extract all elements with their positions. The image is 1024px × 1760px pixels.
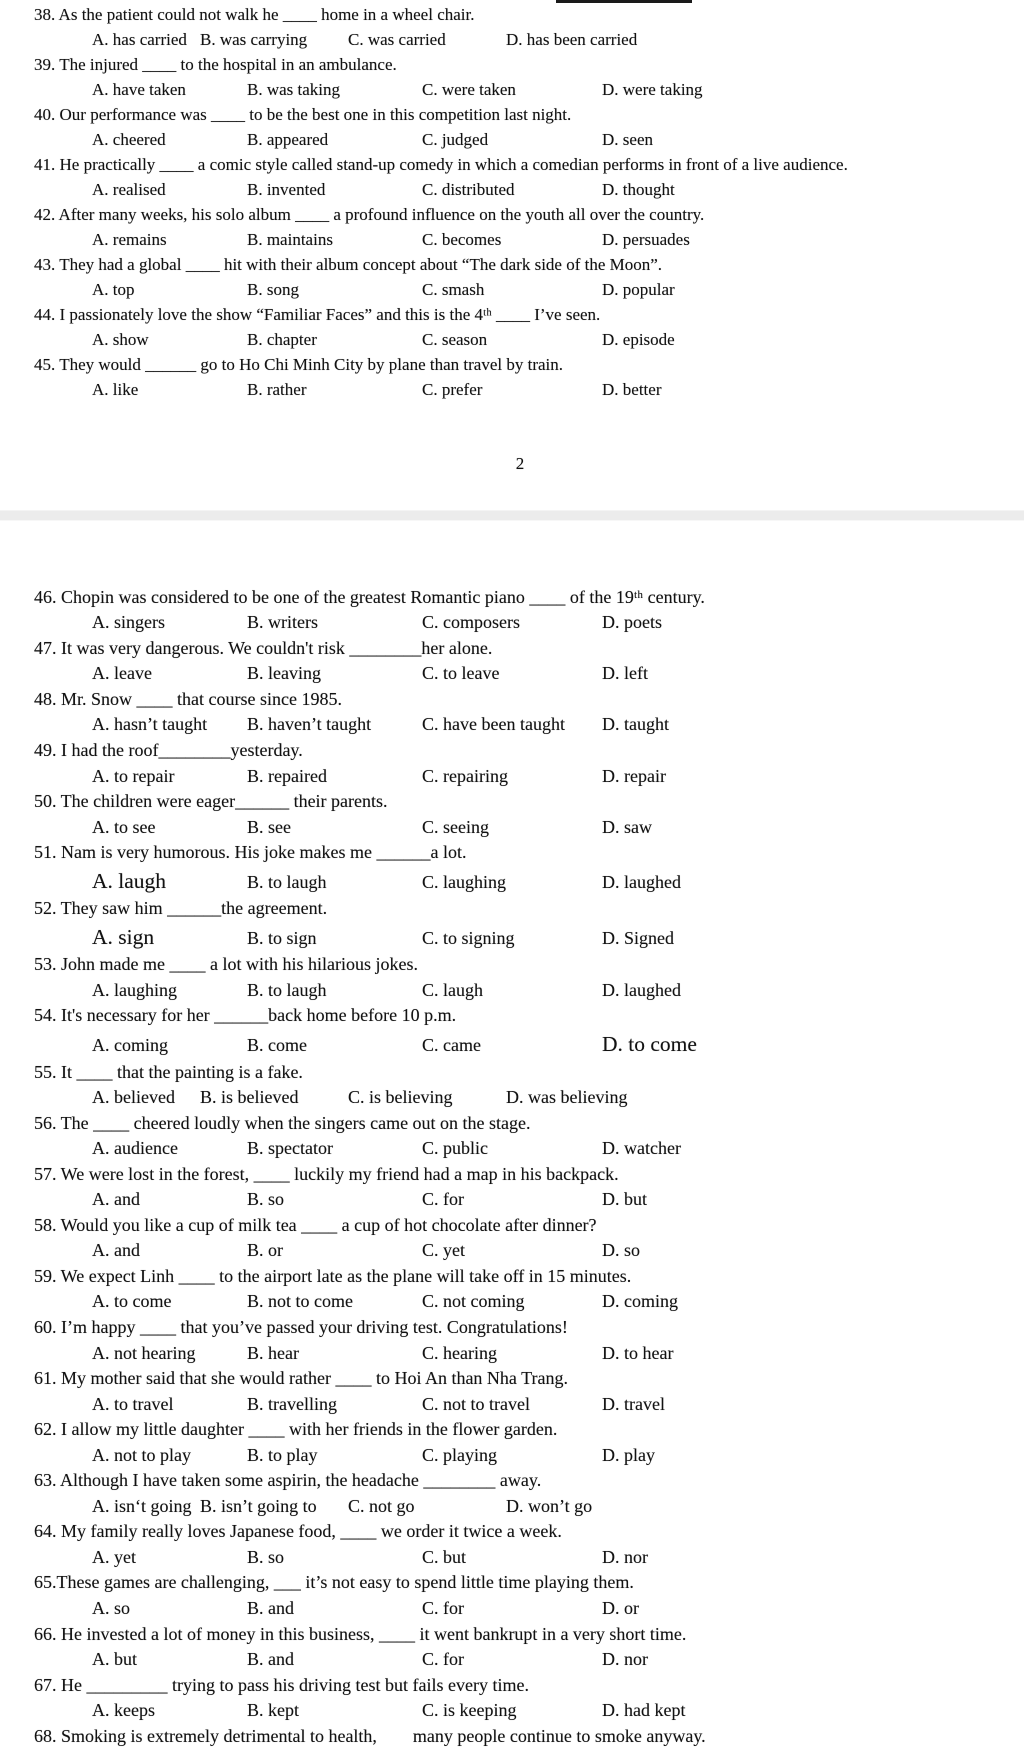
answer-option: C. judged xyxy=(422,129,489,149)
answer-options-row xyxy=(34,1545,1006,1571)
answer-option: D. episode xyxy=(602,329,675,349)
answer-option: C. smash xyxy=(422,279,485,299)
answer-option: C. but xyxy=(422,1546,467,1567)
answer-option: B. leaving xyxy=(247,663,321,684)
question xyxy=(34,896,1006,952)
answer-option: C. not coming xyxy=(422,1291,525,1312)
question-stem: 64. My family really loves Japanese food, ____ we order it twice a week. xyxy=(34,1521,562,1542)
answer-options-row xyxy=(34,764,1006,790)
answer-option: B. travelling xyxy=(247,1393,337,1414)
answer-option: C. for xyxy=(422,1189,464,1210)
answer-option: D. thought xyxy=(602,179,675,199)
answer-option: B. was carrying xyxy=(200,29,308,49)
answer-option: B. come xyxy=(247,1034,307,1055)
question xyxy=(34,1417,1006,1468)
question xyxy=(34,203,1006,253)
answer-option: B. and xyxy=(247,1597,294,1618)
answer-option: C. not go xyxy=(348,1495,415,1516)
question-stem: 43. They had a global ____ hit with their album concept about “The dark side of the Moon”. xyxy=(34,254,663,274)
answer-option: A. believed xyxy=(92,1087,175,1108)
answer-options-row xyxy=(34,1289,1006,1315)
answer-option: D. saw xyxy=(602,816,652,837)
answer-option: A. to come xyxy=(92,1291,172,1312)
answer-option: D. coming xyxy=(602,1291,678,1312)
question-stem: 49. I had the roof________yesterday. xyxy=(34,740,303,761)
answer-option: A. and xyxy=(92,1189,140,1210)
answer-option: A. to travel xyxy=(92,1393,174,1414)
answer-option: A. top xyxy=(92,279,135,299)
answer-option: A. to repair xyxy=(92,765,175,786)
answer-option: B. and xyxy=(247,1649,294,1670)
answer-option: B. hear xyxy=(247,1342,299,1363)
question-stem: 52. They saw him ______the agreement. xyxy=(34,898,328,919)
answer-option: D. persuades xyxy=(602,229,690,249)
question-stem: 65.These games are challenging, ___ it’s not easy to spend little time playing them. xyxy=(34,1572,634,1593)
question-stem: 40. Our performance was ____ to be the best one in this competition last night. xyxy=(34,104,572,124)
answer-option: D. nor xyxy=(602,1649,648,1670)
answer-option: D. won’t go xyxy=(506,1495,593,1516)
answer-option: C. not to travel xyxy=(422,1393,530,1414)
answer-options-row xyxy=(34,28,1006,53)
page-1 xyxy=(0,0,1024,476)
answer-option: D. had kept xyxy=(602,1700,686,1721)
question xyxy=(34,1162,1006,1213)
question-stem: 53. John made me ____ a lot with his hilarious jokes. xyxy=(34,954,418,975)
answer-option: C. laugh xyxy=(422,979,483,1000)
answer-option: A. to see xyxy=(92,816,156,837)
answer-option: D. taught xyxy=(602,714,669,735)
question-stem: 50. The children were eager______ their parents. xyxy=(34,791,388,812)
answer-option: B. to laugh xyxy=(247,871,327,892)
answer-options-row xyxy=(34,1698,1006,1724)
page-1-questions xyxy=(34,3,1006,403)
question-stem: 44. I passionately love the show “Familiar Faces” and this is the 4ᵗʰ ____ I’ve seen. xyxy=(34,304,601,324)
answer-option: B. repaired xyxy=(247,765,327,786)
question xyxy=(34,1111,1006,1162)
answer-options-row xyxy=(34,815,1006,841)
question-stem: 57. We were lost in the forest, ____ luckily my friend had a map in his backpack. xyxy=(34,1163,619,1184)
answer-option: C. public xyxy=(422,1138,488,1159)
question xyxy=(34,789,1006,840)
answer-options-row xyxy=(34,378,1006,403)
answer-options-row xyxy=(34,128,1006,153)
answer-option: D. popular xyxy=(602,279,675,299)
answer-options-row xyxy=(34,1238,1006,1264)
question-stem: 42. After many weeks, his solo album ____ a profound influence on the youth all over the country. xyxy=(34,204,705,224)
question xyxy=(34,636,1006,687)
question xyxy=(34,1622,1006,1673)
answer-option: D. so xyxy=(602,1240,641,1261)
question xyxy=(34,738,1006,789)
answer-option: A. but xyxy=(92,1649,137,1670)
answer-option: B. rather xyxy=(247,379,307,399)
question xyxy=(34,687,1006,738)
answer-option: C. yet xyxy=(422,1240,465,1261)
question xyxy=(34,585,1006,636)
answer-options-row xyxy=(34,78,1006,103)
question xyxy=(34,1264,1006,1315)
answer-option: B. to play xyxy=(247,1444,318,1465)
answer-options-row xyxy=(34,178,1006,203)
answer-option: A. laughing xyxy=(92,979,177,1000)
answer-options-row xyxy=(34,228,1006,253)
answer-option: C. seeing xyxy=(422,816,489,837)
answer-options-row xyxy=(34,1494,1006,1520)
question-stem: 66. He invested a lot of money in this business, ____ it went bankrupt in a very short time. xyxy=(34,1623,687,1644)
answer-option: D. poets xyxy=(602,612,662,633)
question xyxy=(34,1468,1006,1519)
question-stem: 48. Mr. Snow ____ that course since 1985. xyxy=(34,688,342,709)
answer-options-row xyxy=(34,922,1006,953)
answer-option: D. has been carried xyxy=(506,29,638,49)
answer-options-row xyxy=(34,1443,1006,1469)
question xyxy=(34,1213,1006,1264)
answer-option: A. realised xyxy=(92,179,166,199)
answer-option: B. not to come xyxy=(247,1291,353,1312)
answer-option: D. was believing xyxy=(506,1087,628,1108)
answer-option: A. laugh xyxy=(92,868,167,893)
answer-option: C. becomes xyxy=(422,229,502,249)
answer-option: A. audience xyxy=(92,1138,178,1159)
answer-option: C. to leave xyxy=(422,663,500,684)
question-stem: 62. I allow my little daughter ____ with her friends in the flower garden. xyxy=(34,1419,558,1440)
answer-option: A. yet xyxy=(92,1546,136,1567)
answer-option: B. is believed xyxy=(200,1087,299,1108)
answer-option: D. to come xyxy=(602,1031,697,1056)
question-stem: 51. Nam is very humorous. His joke makes me ______a lot. xyxy=(34,842,467,863)
question xyxy=(34,1724,1006,1750)
answer-option: A. sign xyxy=(92,924,155,949)
question-stem: 45. They would ______ go to Ho Chi Minh City by plane than travel by train. xyxy=(34,354,563,374)
answer-option: D. to hear xyxy=(602,1342,674,1363)
question xyxy=(34,1673,1006,1724)
question-stem: 39. The injured ____ to the hospital in an ambulance. xyxy=(34,54,397,74)
answer-option: C. is keeping xyxy=(422,1700,517,1721)
page-number: 2 xyxy=(515,453,525,473)
answer-option: A. not hearing xyxy=(92,1342,196,1363)
answer-option: A. has carried xyxy=(92,29,187,49)
page-2 xyxy=(0,521,1024,1750)
question-stem: 63. Although I have taken some aspirin, the headache ________ away. xyxy=(34,1470,542,1491)
question-stem: 61. My mother said that she would rather ____ to Hoi An than Nha Trang. xyxy=(34,1368,568,1389)
answer-option: B. to sign xyxy=(247,927,317,948)
answer-option: C. is believing xyxy=(348,1087,453,1108)
answer-options-row xyxy=(34,978,1006,1004)
answer-option: C. composers xyxy=(422,612,520,633)
page-2-questions xyxy=(34,585,1006,1750)
question xyxy=(34,952,1006,1003)
answer-options-row xyxy=(34,712,1006,738)
answer-option: C. was carried xyxy=(348,29,446,49)
answer-option: B. to laugh xyxy=(247,979,327,1000)
answer-option: B. so xyxy=(247,1189,285,1210)
question xyxy=(34,1003,1006,1059)
question xyxy=(34,53,1006,103)
answer-options-row xyxy=(34,278,1006,303)
answer-options-row xyxy=(34,1187,1006,1213)
answer-option: C. laughing xyxy=(422,871,506,892)
answer-option: A. keeps xyxy=(92,1700,155,1721)
answer-options-row xyxy=(34,328,1006,353)
answer-option: C. season xyxy=(422,329,488,349)
question-stem: 41. He practically ____ a comic style called stand-up comedy in which a comedian performs in front of a live audience. xyxy=(34,154,848,174)
answer-option: B. invented xyxy=(247,179,326,199)
answer-option: B. so xyxy=(247,1546,285,1567)
answer-option: B. writers xyxy=(247,612,318,633)
answer-options-row xyxy=(34,1647,1006,1673)
answer-option: B. appeared xyxy=(247,129,329,149)
answer-option: A. cheered xyxy=(92,129,166,149)
page-separator xyxy=(0,510,1024,521)
answer-option: C. repairing xyxy=(422,765,508,786)
answer-option: D. but xyxy=(602,1189,647,1210)
question-stem: 46. Chopin was considered to be one of the greatest Romantic piano ____ of the 19ᵗʰ century. xyxy=(34,586,705,607)
answer-option: B. or xyxy=(247,1240,283,1261)
question xyxy=(34,1366,1006,1417)
answer-options-row xyxy=(34,1392,1006,1418)
question xyxy=(34,103,1006,153)
answer-option: B. song xyxy=(247,279,299,299)
question-stem: 38. As the patient could not walk he ____ home in a wheel chair. xyxy=(34,5,475,24)
answer-option: C. were taken xyxy=(422,79,516,99)
question-stem: 54. It's necessary for her ______back home before 10 p.m. xyxy=(34,1005,457,1026)
question xyxy=(34,840,1006,896)
answer-option: A. hasn’t taught xyxy=(92,714,208,735)
answer-option: A. coming xyxy=(92,1034,168,1055)
question-stem: 68. Smoking is extremely detrimental to health, many people continue to smoke anyway. xyxy=(34,1725,706,1746)
answer-option: A. like xyxy=(92,379,139,399)
answer-option: B. isn’t going to xyxy=(200,1495,317,1516)
question xyxy=(34,303,1006,353)
question xyxy=(34,1060,1006,1111)
question-stem: 58. Would you like a cup of milk tea ____ a cup of hot chocolate after dinner? xyxy=(34,1214,597,1235)
question xyxy=(34,153,1006,203)
question-stem: 56. The ____ cheered loudly when the singers came out on the stage. xyxy=(34,1112,531,1133)
answer-option: C. for xyxy=(422,1597,464,1618)
question-stem: 55. It ____ that the painting is a fake. xyxy=(34,1061,303,1082)
question xyxy=(34,1315,1006,1366)
answer-option: D. play xyxy=(602,1444,655,1465)
answer-option: A. show xyxy=(92,329,149,349)
answer-option: C. hearing xyxy=(422,1342,497,1363)
question-stem: 67. He _________ trying to pass his driving test but fails every time. xyxy=(34,1674,529,1695)
answer-options-row xyxy=(34,610,1006,636)
answer-option: A. have taken xyxy=(92,79,186,99)
answer-option: D. were taking xyxy=(602,79,703,99)
answer-option: B. spectator xyxy=(247,1138,333,1159)
answer-options-row xyxy=(34,1341,1006,1367)
answer-option: C. for xyxy=(422,1649,464,1670)
answer-option: C. distributed xyxy=(422,179,515,199)
answer-option: D. seen xyxy=(602,129,653,149)
answer-option: C. came xyxy=(422,1034,481,1055)
answer-option: B. was taking xyxy=(247,79,341,99)
answer-options-row xyxy=(34,661,1006,687)
answer-option: D. laughed xyxy=(602,979,681,1000)
answer-option: D. Signed xyxy=(602,927,674,948)
answer-option: A. remains xyxy=(92,229,167,249)
answer-options-row xyxy=(34,1136,1006,1162)
answer-option: A. leave xyxy=(92,663,152,684)
answer-options-row xyxy=(34,866,1006,897)
answer-option: B. chapter xyxy=(247,329,317,349)
answer-options-row xyxy=(34,1085,1006,1111)
cut-off-line-fragment xyxy=(556,0,692,3)
answer-options-row xyxy=(34,1596,1006,1622)
answer-option: A. isn‘t going xyxy=(92,1495,192,1516)
question xyxy=(34,253,1006,303)
answer-option: A. and xyxy=(92,1240,140,1261)
answer-option: B. kept xyxy=(247,1700,299,1721)
answer-option: D. repair xyxy=(602,765,666,786)
answer-option: A. so xyxy=(92,1597,131,1618)
question-stem: 60. I’m happy ____ that you’ve passed your driving test. Congratulations! xyxy=(34,1316,568,1337)
answer-option: C. prefer xyxy=(422,379,483,399)
answer-option: D. travel xyxy=(602,1393,665,1414)
question-stem: 59. We expect Linh ____ to the airport late as the plane will take off in 15 minutes. xyxy=(34,1265,632,1286)
answer-option: A. not to play xyxy=(92,1444,191,1465)
answer-option: C. playing xyxy=(422,1444,497,1465)
answer-option: D. laughed xyxy=(602,871,681,892)
answer-option: D. left xyxy=(602,663,648,684)
answer-option: B. maintains xyxy=(247,229,333,249)
answer-option: C. to signing xyxy=(422,927,515,948)
question xyxy=(34,353,1006,403)
answer-option: D. watcher xyxy=(602,1138,681,1159)
question-stem: 47. It was very dangerous. We couldn't risk ________her alone. xyxy=(34,637,493,658)
answer-option: D. nor xyxy=(602,1546,648,1567)
answer-option: B. haven’t taught xyxy=(247,714,372,735)
answer-option: B. see xyxy=(247,816,291,837)
answer-option: C. have been taught xyxy=(422,714,565,735)
question xyxy=(34,1519,1006,1570)
answer-option: A. singers xyxy=(92,612,165,633)
answer-option: D. better xyxy=(602,379,662,399)
answer-option: D. or xyxy=(602,1597,639,1618)
answer-options-row xyxy=(34,1029,1006,1060)
question xyxy=(34,1570,1006,1621)
question xyxy=(34,3,1006,53)
